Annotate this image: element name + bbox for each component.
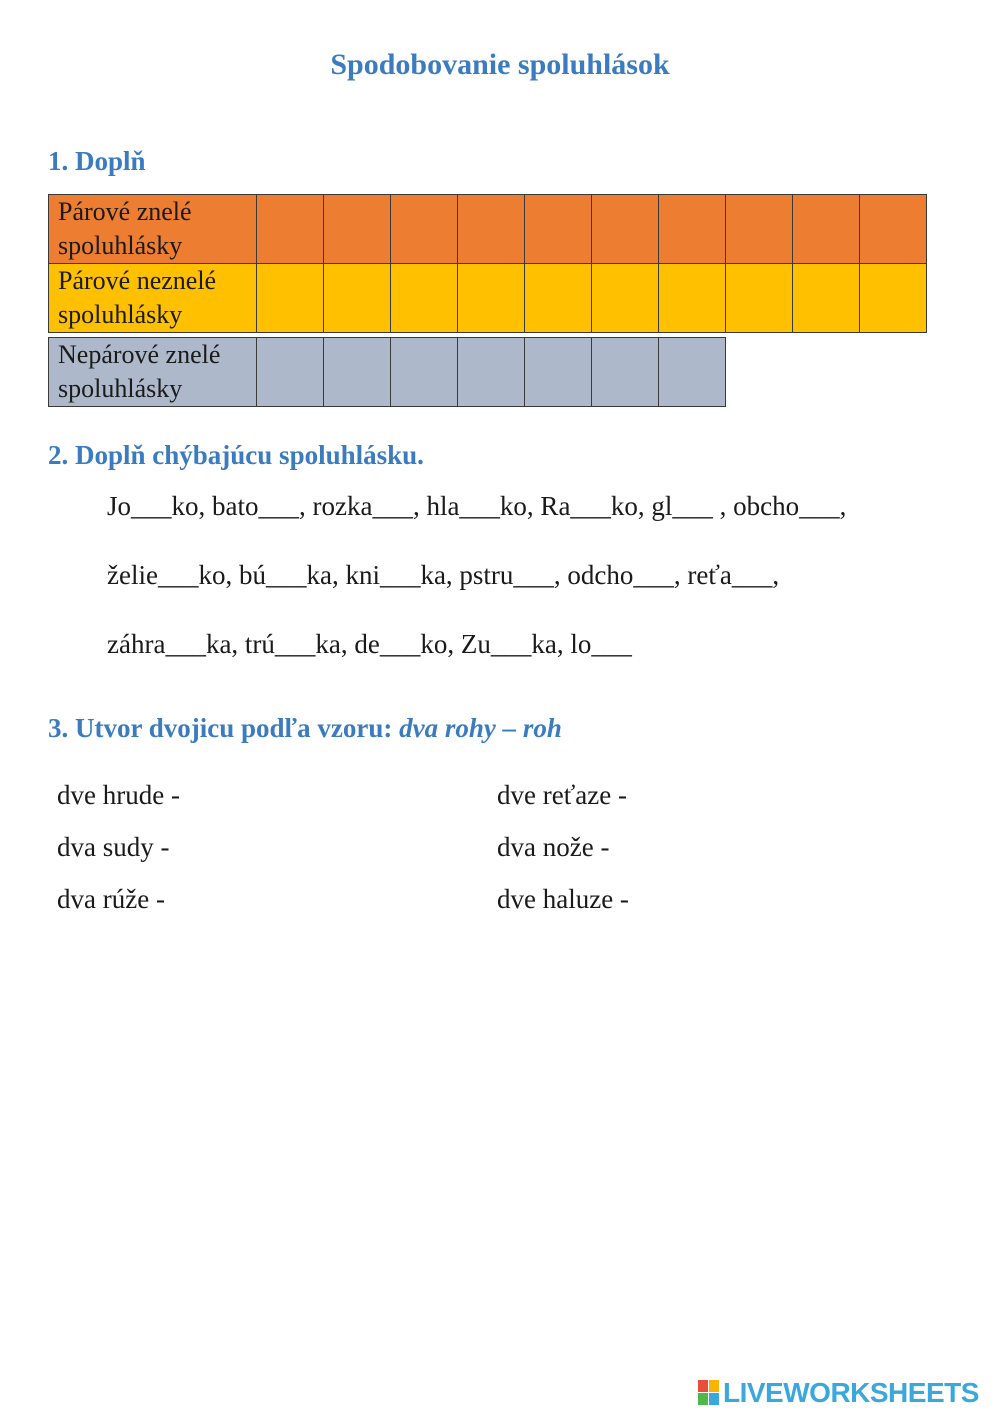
row-label-line2: spoluhlásky — [58, 231, 183, 260]
row-label-line2: spoluhlásky — [58, 374, 183, 403]
row-label-paired-voiceless — [49, 264, 257, 333]
fill-cell[interactable] — [793, 264, 860, 333]
row-label-line1: Nepárové znelé — [58, 340, 221, 369]
fill-cell[interactable] — [592, 195, 659, 264]
row-paired-voiceless — [49, 264, 927, 333]
section3-heading-text: 3. Utvor dvojicu podľa vzoru: — [48, 713, 393, 743]
fill-cell[interactable] — [726, 195, 793, 264]
section1-heading: 1. Doplň — [48, 146, 146, 176]
fill-cell[interactable] — [391, 264, 458, 333]
row-label-paired-voiced — [49, 195, 257, 264]
fill-cell[interactable] — [659, 264, 726, 333]
fill-cell[interactable] — [458, 195, 525, 264]
fill-cell[interactable] — [324, 338, 391, 407]
pair-item: dve haluze - — [497, 884, 629, 914]
fill-cell[interactable] — [257, 338, 324, 407]
fill-cell[interactable] — [659, 195, 726, 264]
fill-cell[interactable] — [860, 264, 927, 333]
fill-cell[interactable] — [458, 338, 525, 407]
pair-item: dva rúže - — [57, 884, 165, 914]
fill-cell[interactable] — [592, 264, 659, 333]
fill-cell[interactable] — [525, 195, 592, 264]
fill-cell[interactable] — [391, 338, 458, 407]
fill-cell[interactable] — [257, 264, 324, 333]
fill-cell[interactable] — [726, 264, 793, 333]
page-title: Spodobovanie spoluhlások — [330, 48, 670, 81]
row-label-unpaired-voiced — [49, 338, 257, 407]
section3-example: dva rohy – roh — [399, 713, 562, 743]
fill-cell[interactable] — [391, 195, 458, 264]
fill-cell[interactable] — [659, 338, 726, 407]
fill-cell[interactable] — [592, 338, 659, 407]
row-label-line2: spoluhlásky — [58, 300, 183, 329]
exercise-line: záhra___ka, trú___ka, de___ko, Zu___ka, lo___ — [107, 629, 632, 659]
section3-heading — [48, 713, 562, 744]
row-label-line1: Párové znelé — [58, 197, 192, 226]
fill-cell[interactable] — [793, 195, 860, 264]
pair-item: dve hrude - — [57, 780, 180, 810]
pair-item: dve reťaze - — [497, 780, 627, 810]
fill-cell[interactable] — [525, 338, 592, 407]
liveworksheets-logo — [698, 1376, 979, 1410]
consonant-table-paired — [48, 194, 927, 333]
fill-cell[interactable] — [324, 264, 391, 333]
fill-cell[interactable] — [257, 195, 324, 264]
fill-cell[interactable] — [458, 264, 525, 333]
logo-text: LIVEWORKSHEETS — [723, 1377, 979, 1408]
exercise-line: Jo___ko, bato___, rozka___, hla___ko, Ra___ko, gl___ , obcho___, — [107, 491, 847, 521]
consonant-table-unpaired — [48, 337, 726, 407]
pair-item: dva sudy - — [57, 832, 170, 862]
row-paired-voiced — [49, 195, 927, 264]
row-label-line1: Párové neznelé — [58, 266, 217, 295]
row-unpaired-voiced — [49, 338, 726, 407]
fill-cell[interactable] — [525, 264, 592, 333]
fill-cell[interactable] — [324, 195, 391, 264]
logo-icon — [698, 1380, 720, 1406]
exercise-line: želie___ko, bú___ka, kni___ka, pstru___, odcho___, reťa___, — [107, 560, 780, 590]
fill-cell[interactable] — [860, 195, 927, 264]
pair-item: dva nože - — [497, 832, 610, 862]
section2-heading: 2. Doplň chýbajúcu spoluhlásku. — [48, 440, 424, 470]
